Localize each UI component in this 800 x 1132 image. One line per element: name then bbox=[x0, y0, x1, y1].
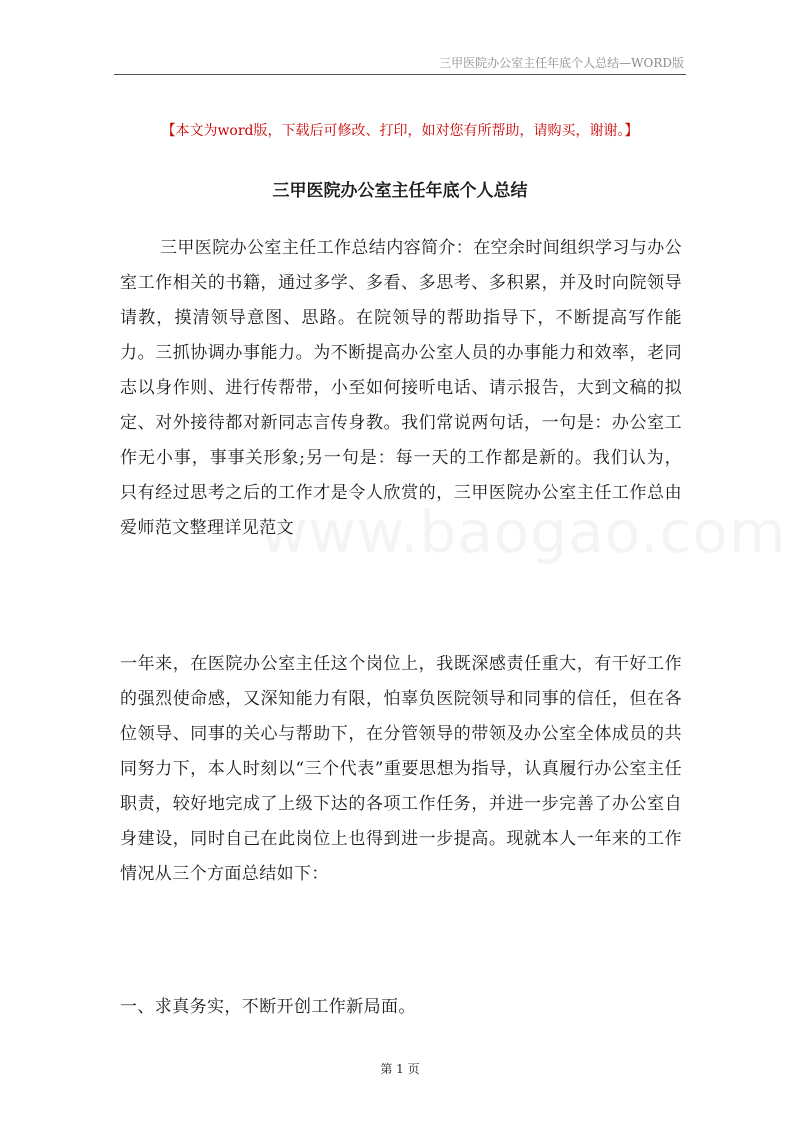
header-divider bbox=[114, 74, 686, 75]
watermark: www.baogao.com bbox=[260, 498, 787, 566]
purchase-notice: 【本文为word版，下载后可修改、打印，如对您有所帮助，请购买，谢谢。】 bbox=[161, 123, 639, 139]
running-header: 三甲医院办公室主任年底个人总结—WORD版 bbox=[439, 56, 684, 70]
document-title: 三甲医院办公室主任年底个人总结 bbox=[272, 181, 528, 201]
paragraph-summary: 三甲医院办公室主任工作总结内容简介：在空余时间组织学习与办公室工作相关的书籍，通过多学、多看、多思考、多积累，并及时向院领导请教，摸清领导意图、思路。在院领导的帮助指导下，不断提高写作能力。三抓协调办事能力。为不断提高办公室人员的办事能力和效率，老同志以身作则、进行传帮带，小至如何接听电话、请示报告，大到文稿的拟定、对外接待都对新同志言传身教。我们常说两句话，一句是：办公室工作无小事，事事关形象;另一句是：每一天的工作都是新的。我们认为，只有经过思考之后的工作才是令人欣赏的，三甲医院办公室主任工作总由爱师范文整理详见范文 bbox=[120, 238, 682, 538]
section-heading-1: 一、求真务实，不断开创工作新局面。 bbox=[120, 997, 416, 1017]
paragraph-intro: 一年来，在医院办公室主任这个岗位上，我既深感责任重大，有干好工作的强烈使命感，又深知能力有限，怕辜负医院领导和同事的信任，但在各位领导、同事的关心与帮助下，在分管领导的带领及办公室全体成员的共同努力下，本人时刻以“三个代表”重要思想为指导，认真履行办公室主任职责，较好地完成了上级下达的各项工作任务，并进一步完善了办公室自身建设，同时自己在此岗位上也得到进一步提高。现就本人一年来的工作情况从三个方面总结如下： bbox=[120, 654, 682, 884]
page-number: 第 1 页 bbox=[380, 1062, 420, 1076]
